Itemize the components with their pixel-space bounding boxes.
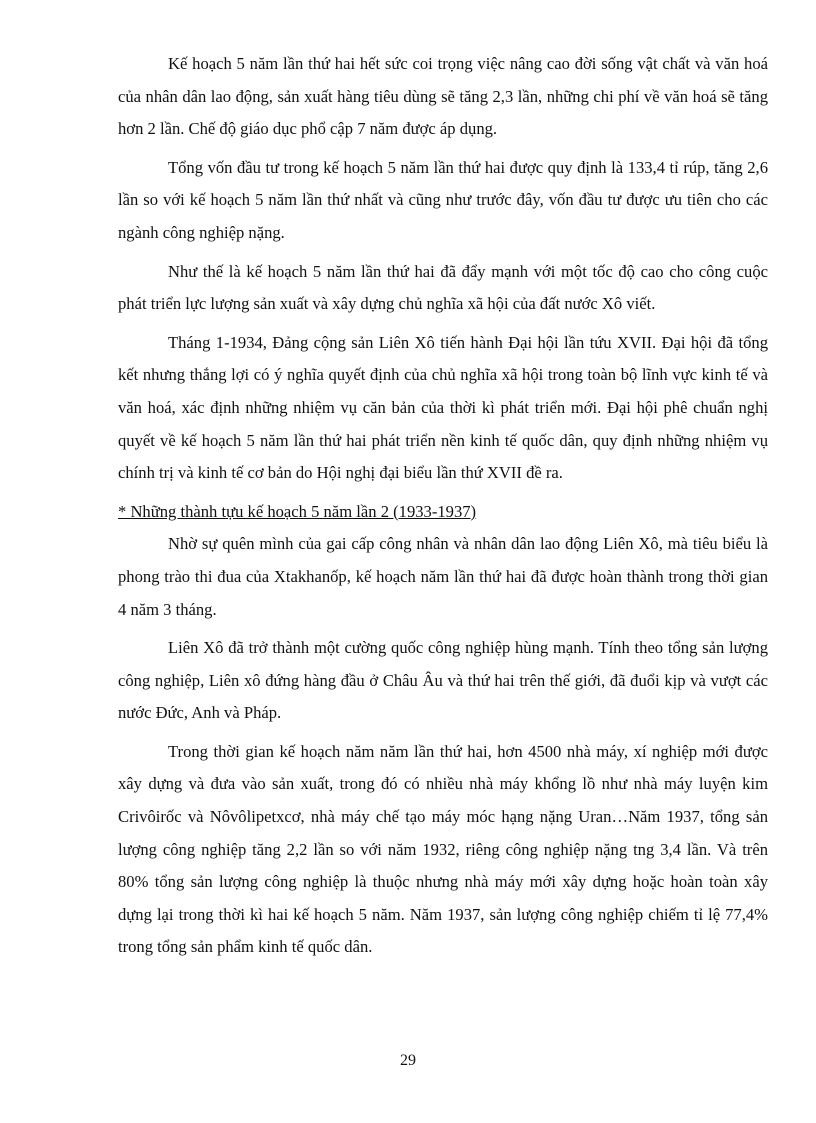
paragraph-4: Tháng 1-1934, Đảng cộng sản Liên Xô tiến hành Đại hội lần tứu XVII. Đại hội đã tổng kết nhưng thắng lợi có ý nghĩa quyết định của chủ nghĩa xã hội trong toàn bộ lĩnh vực kinh tế và văn hoá, xác định những nhiệm vụ căn bản của thời kì phát triển mới. Đại hội phê chuẩn nghị quyết về kế hoạch 5 năm lần thứ hai phát triển nền kinh tế quốc dân, quy định những nhiệm vụ chính trị và kinh tế cơ bản do Hội nghị đại biểu lần thứ XVII đề ra. — [118, 332, 768, 483]
section-paragraph-2: Liên Xô đã trở thành một cường quốc công nghiệp hùng mạnh. Tính theo tổng sản lượng công nghiệp, Liên xô đứng hàng đầu ở Châu Âu và thứ hai trên thế giới, đã đuổi kịp và vượt các nước Đức, Anh và Pháp. — [118, 638, 768, 723]
section-heading — [118, 496, 768, 529]
document-page — [118, 48, 768, 964]
page-number: 29 — [400, 1052, 416, 1069]
section-paragraph-3: Trong thời gian kế hoạch năm năm lần thứ hai, hơn 4500 nhà máy, xí nghiệp mới được xây dựng và đưa vào sản xuất, trong đó có nhiều nhà máy khổng lồ như nhà máy luyện kim Crivôirốc và Nôvôlipetxcơ, nhà máy chế tạo máy móc hạng nặng Uran…Năm 1937, tổng sản lượng công nghiệp tăng 2,2 lần so với năm 1932, riêng công nghiệp nặng tng 3,4 lần. Và trên 80% tổng sản lượng công nghiệp là thuộc nhưng nhà máy mới xây dựng hoặc hoàn toàn xây dựng lại trong thời kì hai kế hoạch 5 năm. Năm 1937, sản lượng công nghiệp chiếm tỉ lệ 77,4% trong tổng sản phẩm kinh tế quốc dân. — [118, 741, 768, 957]
paragraph-2: Tổng vốn đầu tư trong kế hoạch 5 năm lần thứ hai được quy định là 133,4 tỉ rúp, tăng 2,6 lần so với kế hoạch 5 năm lần thứ nhất và cũng như trước đây, vốn đầu tư được ưu tiên cho các ngành công nghiệp nặng. — [118, 157, 768, 242]
paragraph-1: Kế hoạch 5 năm lần thứ hai hết sức coi trọng việc nâng cao đời sống vật chất và văn hoá của nhân dân lao động, sản xuất hàng tiêu dùng sẽ tăng 2,3 lần, những chi phí về văn hoá sẽ tăng hơn 2 lần. Chế độ giáo dục phổ cập 7 năm được áp dụng. — [118, 54, 768, 139]
section-heading-text: * Những thành tựu kế hoạch 5 năm lần 2 (1933-1937) — [118, 501, 477, 521]
section-paragraph-1: Nhờ sự quên mình của gai cấp công nhân và nhân dân lao động Liên Xô, mà tiêu biểu là phong trào thi đua của Xtakhanốp, kế hoạch năm lần thứ hai đã được hoàn thành trong thời gian 4 năm 3 tháng. — [118, 534, 768, 619]
paragraph-3: Như thế là kế hoạch 5 năm lần thứ hai đã đẩy mạnh với một tốc độ cao cho công cuộc phát triển lực lượng sản xuất và xây dựng chủ nghĩa xã hội của đất nước Xô viết. — [118, 261, 768, 314]
